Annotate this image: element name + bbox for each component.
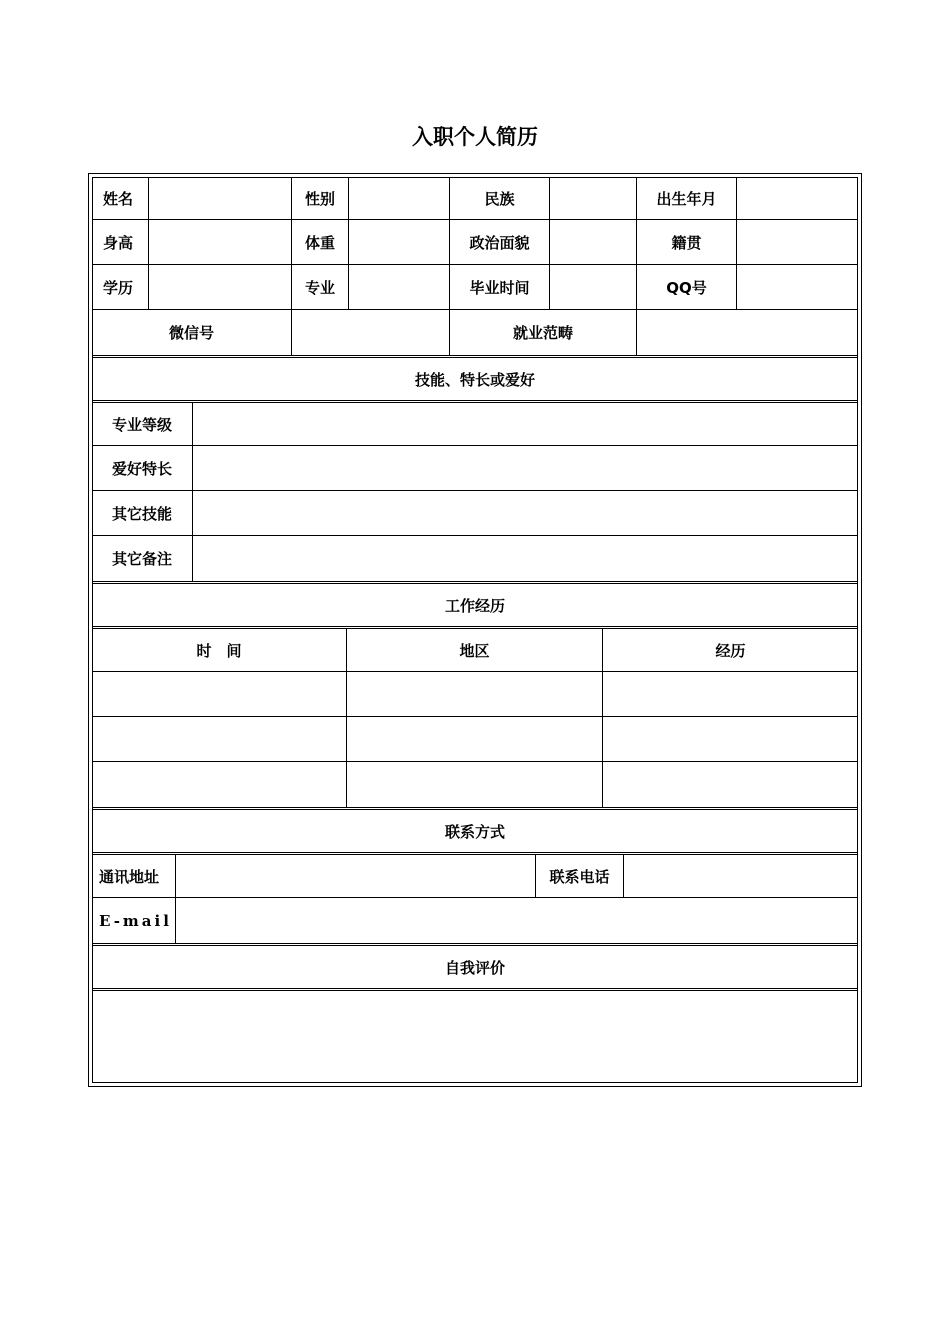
email-label: E-mail	[99, 911, 172, 930]
education-field[interactable]	[149, 265, 291, 309]
other-notes-field[interactable]	[193, 536, 858, 581]
ethnicity-field[interactable]	[550, 177, 636, 219]
work-region-header: 地区	[459, 641, 490, 660]
education-label: 学历	[103, 278, 134, 297]
wechat-label: 微信号	[168, 324, 214, 342]
other-skills-label: 其它技能	[111, 504, 172, 523]
address-label: 通讯地址	[99, 867, 160, 886]
height-field[interactable]	[149, 220, 291, 264]
email-field[interactable]	[176, 898, 858, 943]
qq-label: QQ号	[666, 278, 707, 297]
major-field[interactable]	[349, 265, 449, 309]
hobbies-field[interactable]	[193, 446, 858, 490]
work-row-3-experience[interactable]	[603, 762, 858, 807]
graduation-field[interactable]	[550, 265, 636, 309]
weight-label: 体重	[304, 233, 335, 252]
birth-label: 出生年月	[656, 189, 717, 208]
birth-field[interactable]	[737, 177, 858, 219]
politics-field[interactable]	[550, 220, 636, 264]
qq-field[interactable]	[737, 265, 858, 309]
work-row-1-time[interactable]	[92, 672, 346, 716]
job-scope-label: 就业范畴	[512, 324, 573, 342]
graduation-label: 毕业时间	[469, 278, 530, 297]
self-eval-field[interactable]	[92, 991, 858, 1083]
page-title: 入职个人简历	[412, 124, 538, 149]
name-field[interactable]	[149, 177, 291, 219]
weight-field[interactable]	[349, 220, 449, 264]
work-row-3-time[interactable]	[92, 762, 346, 807]
job-scope-field[interactable]	[637, 310, 858, 355]
self-eval-section-header: 自我评价	[444, 958, 505, 977]
phone-field[interactable]	[624, 855, 858, 897]
work-row-2-experience[interactable]	[603, 717, 858, 761]
native-label: 籍贯	[671, 233, 702, 252]
other-skills-field[interactable]	[193, 491, 858, 535]
gender-label: 性别	[304, 189, 335, 208]
work-section-header: 工作经历	[444, 596, 505, 615]
skill-level-field[interactable]	[193, 403, 858, 445]
work-row-2-time[interactable]	[92, 717, 346, 761]
height-label: 身高	[103, 233, 134, 252]
work-row-1-experience[interactable]	[603, 672, 858, 716]
phone-label: 联系电话	[549, 867, 610, 886]
contact-section-header: 联系方式	[444, 822, 505, 841]
work-time-header: 时 间	[196, 641, 242, 660]
skill-level-label: 专业等级	[111, 415, 172, 434]
address-field[interactable]	[176, 855, 535, 897]
work-row-3-region[interactable]	[347, 762, 602, 807]
gender-field[interactable]	[349, 177, 449, 219]
work-row-1-region[interactable]	[347, 672, 602, 716]
work-experience-header: 经历	[715, 641, 746, 660]
hobbies-label: 爱好特长	[111, 459, 172, 478]
ethnicity-label: 民族	[484, 189, 515, 208]
other-notes-label: 其它备注	[111, 550, 172, 568]
skills-section-header: 技能、特长或爱好	[414, 370, 535, 389]
major-label: 专业	[304, 278, 335, 297]
native-field[interactable]	[737, 220, 858, 264]
wechat-field[interactable]	[292, 310, 449, 355]
name-label: 姓名	[103, 189, 134, 208]
politics-label: 政治面貌	[469, 233, 530, 252]
work-row-2-region[interactable]	[347, 717, 602, 761]
